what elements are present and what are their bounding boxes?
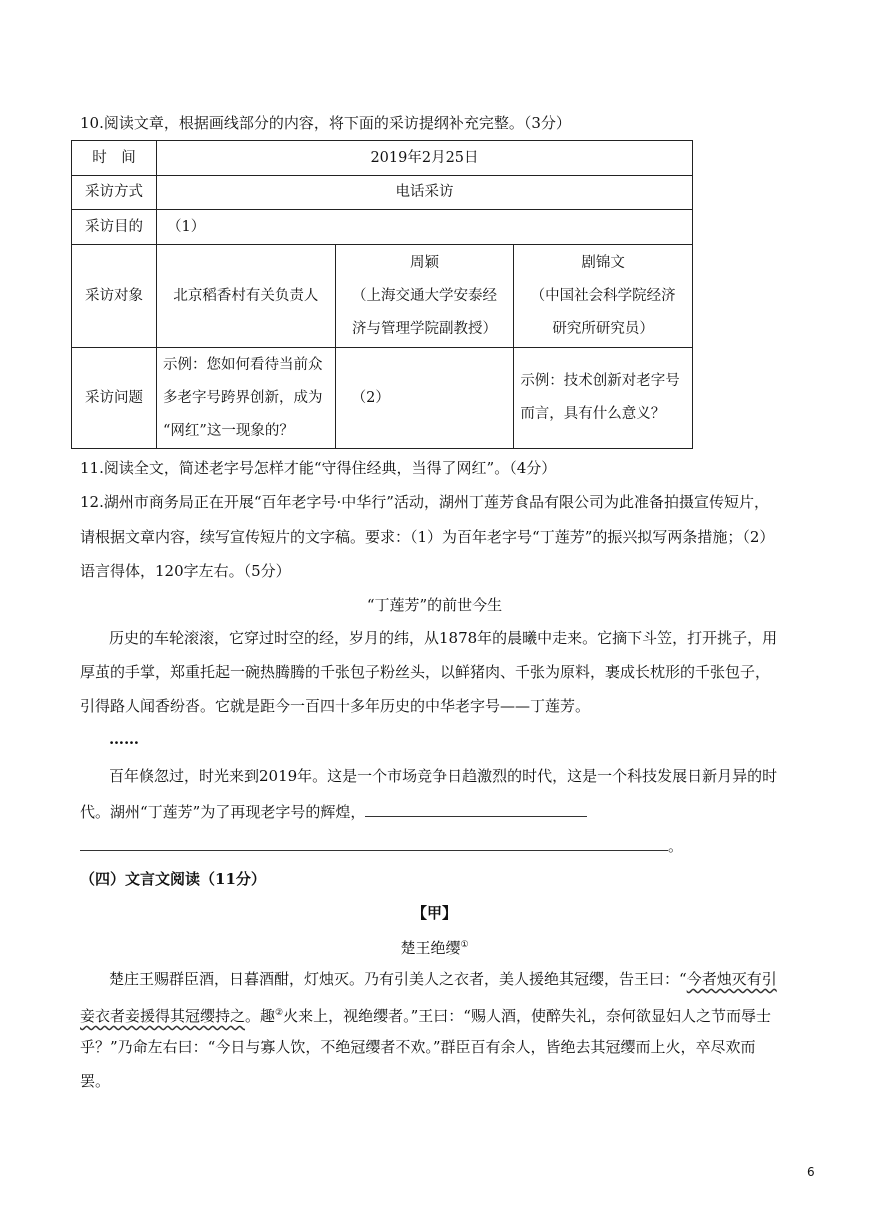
question-12-line: 请根据文章内容，续写宣传短片的文字稿。要求：（1）为百年老字号“丁莲芳”的振兴拟写两条措施；（2） bbox=[80, 528, 775, 546]
method-value: 电话采访 bbox=[157, 176, 693, 210]
footnote-marker: ② bbox=[275, 1008, 284, 1018]
subject-3 bbox=[514, 245, 693, 348]
wavy-underlined-text: 妾衣者妾援得其冠缨持之 bbox=[80, 1007, 246, 1025]
subject-3-title-line: 研究所研究员） bbox=[552, 320, 654, 337]
subject-2-title-line: 济与管理学院副教授） bbox=[351, 320, 497, 337]
section-heading: （四）文言文阅读（11分） bbox=[80, 870, 266, 888]
question-1-line: 示例：您如何看待当前众 bbox=[163, 356, 323, 373]
essay-paragraph-line: 厚茧的手掌，郑重托起一碗热腾腾的千张包子粉丝头，以鲜猪肉、千张为原料，裹成长枕形的千张包子， bbox=[80, 663, 771, 681]
question-1-line: “网红”这一现象的？ bbox=[163, 422, 294, 439]
table-row bbox=[72, 210, 693, 245]
classical-title-text: 楚王绝缨 bbox=[400, 939, 461, 957]
essay-paragraph-line: 历史的车轮滚滚，它穿过时空的经，岁月的纬，从1878年的晨曦中走来。它摘下斗笠，打开挑子，用 bbox=[109, 629, 778, 647]
wavy-underlined-text: 今者烛灭有引 bbox=[686, 970, 777, 988]
subject-label: 采访对象 bbox=[72, 245, 157, 348]
essay-paragraph-line bbox=[80, 800, 587, 822]
classical-text-line: 乎？”乃命左右曰：“今日与寡人饮，不绝冠缨者不欢。”群臣百有余人，皆绝去其冠缨而上火，卒尽欢而 bbox=[80, 1038, 756, 1056]
purpose-label: 采访目的 bbox=[72, 210, 157, 245]
end-mark: 。 bbox=[668, 837, 684, 855]
table-row bbox=[72, 141, 693, 176]
classical-text: 。趣 bbox=[245, 1007, 276, 1025]
subject-2-title-line: （上海交通大学安泰经 bbox=[351, 287, 497, 304]
question-2-answer-blank: （2） bbox=[335, 348, 514, 449]
subject-2-name: 周颖 bbox=[409, 254, 439, 271]
passage-label: 【甲】 bbox=[411, 904, 457, 922]
essay-paragraph-text: 代。湖州“丁莲芳”为了再现老字号的辉煌， bbox=[80, 803, 366, 821]
question-12-line: 12.湖州市商务局正在开展“百年老字号·中华行”活动，湖州丁莲芳食品有限公司为此准备拍摄宣传短片， bbox=[80, 493, 769, 511]
question-12-line: 语言得体，120字左右。（5分） bbox=[80, 562, 291, 580]
essay-paragraph-line: 引得路人闻香纷沓。它就是距今一百四十多年历史的中华老字号——丁莲芳。 bbox=[80, 697, 591, 715]
question-3-line: 而言，具有什么意义？ bbox=[520, 406, 666, 422]
time-value: 2019年2月25日 bbox=[157, 141, 693, 176]
classical-text-line bbox=[109, 969, 777, 989]
purpose-answer-blank: （1） bbox=[157, 210, 693, 245]
question-1-line: 多老字号跨界创新，成为 bbox=[163, 389, 323, 406]
essay-title: “丁莲芳”的前世今生 bbox=[366, 596, 503, 614]
classical-text: 火来上，视绝缨者。”王曰：“赐人酒，使醉失礼，奈何欲显妇人之节而辱士 bbox=[283, 1007, 771, 1025]
question-3-line: 示例：技术创新对老字号 bbox=[520, 373, 680, 389]
answer-blank-row bbox=[80, 834, 683, 856]
question-label: 采访问题 bbox=[72, 348, 157, 449]
question-1 bbox=[157, 348, 336, 449]
question-11: 11.阅读全文，简述老字号怎样才能“守得住经典，当得了网红”。（4分） bbox=[80, 459, 557, 477]
question-3 bbox=[514, 348, 693, 449]
method-label: 采访方式 bbox=[72, 176, 157, 210]
subject-2 bbox=[335, 245, 514, 348]
interview-outline-table bbox=[71, 140, 693, 449]
answer-blank-line bbox=[80, 834, 668, 851]
ellipsis: …… bbox=[109, 730, 139, 748]
table-row bbox=[72, 245, 693, 348]
subject-3-title-line: （中国社会科学院经济 bbox=[530, 287, 676, 304]
subject-3-name: 剧锦文 bbox=[581, 254, 625, 271]
question-10: 10.阅读文章，根据画线部分的内容，将下面的采访提纲补充完整。（3分） bbox=[80, 114, 571, 132]
classical-title bbox=[0, 935, 869, 958]
essay-paragraph-line: 百年倏忽过，时光来到2019年。这是一个市场竞争日趋激烈的时代，这是一个科技发展日新月异的时 bbox=[109, 767, 778, 785]
classical-text-line: 罢。 bbox=[80, 1072, 111, 1090]
table-row bbox=[72, 176, 693, 210]
classical-text: 楚庄王赐群臣酒，日暮酒酣，灯烛灭。乃有引美人之衣者，美人援绝其冠缨，告王曰：“ bbox=[109, 970, 687, 988]
table-row bbox=[72, 348, 693, 449]
classical-text-line bbox=[80, 1003, 771, 1026]
time-label: 时 间 bbox=[72, 141, 157, 176]
page-number: 6 bbox=[807, 1165, 815, 1179]
answer-blank-line bbox=[365, 800, 587, 817]
footnote-marker: ① bbox=[460, 940, 469, 950]
subject-1: 北京稻香村有关负责人 bbox=[157, 245, 336, 348]
